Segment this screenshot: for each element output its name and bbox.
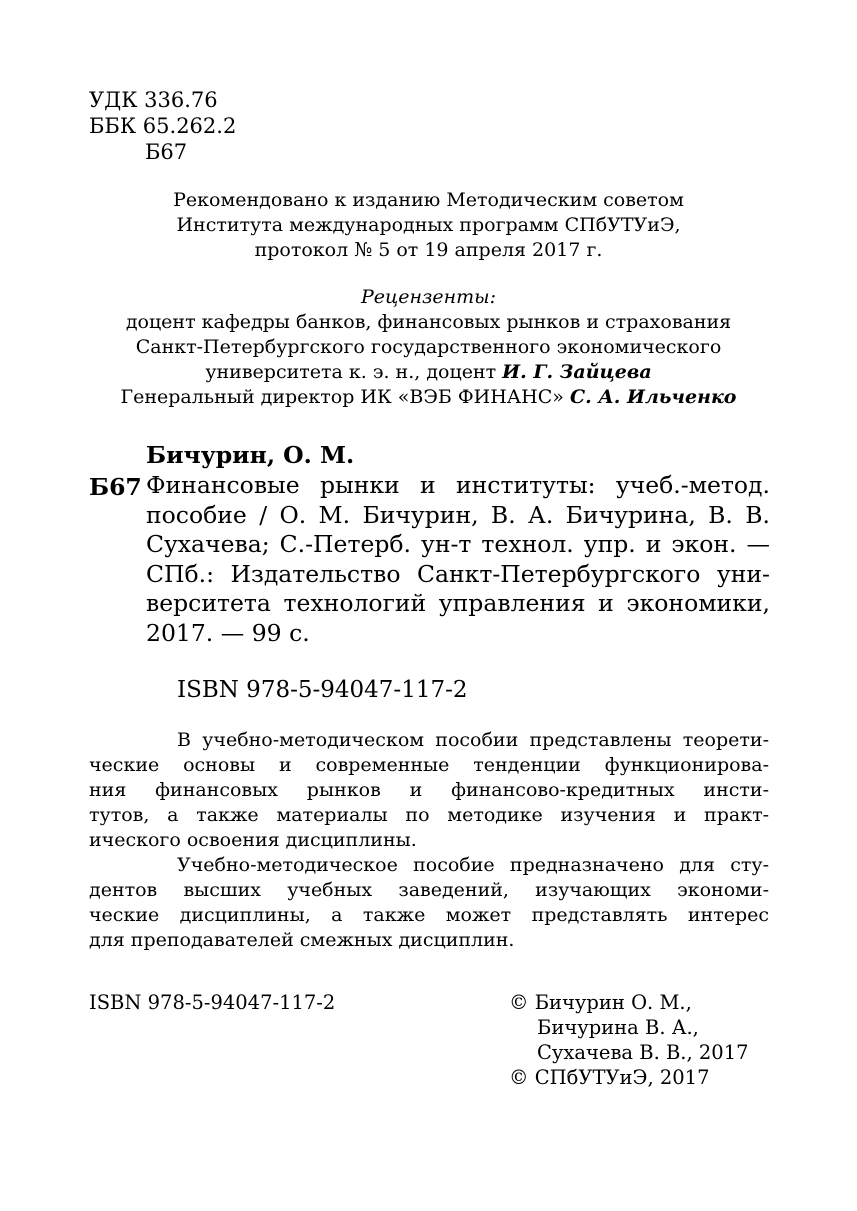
udk-code: УДК 336.76 xyxy=(89,88,218,112)
bib-line: пособие / О. М. Бичурин, В. А. Бичурина, В. В. xyxy=(146,500,770,529)
bib-line: верситета технологий управления и экономики, xyxy=(146,589,770,617)
abstract-line: ческие дисциплины, а также может представлять интерес xyxy=(89,904,769,926)
bib-description xyxy=(146,471,770,648)
abstract-line: тутов, а также материалы по методике изучения и практ- xyxy=(89,804,769,826)
reviewers-block xyxy=(0,285,857,410)
bib-isbn: ISBN 978-5-94047-117-2 xyxy=(177,677,468,703)
abstract-line: для преподавателей смежных дисциплин. xyxy=(89,929,515,951)
bib-line: 2017. — 99 с. xyxy=(146,618,310,647)
reviewer-name: С. А. Ильченко xyxy=(569,386,737,408)
recommendation-line: протокол № 5 от 19 апреля 2017 г. xyxy=(254,239,603,261)
reviewer-line: доцент кафедры банков, финансовых рынков и страхования xyxy=(125,311,732,333)
reviewer-affiliation: Генеральный директор ИК «ВЭБ ФИНАНС» xyxy=(120,386,564,408)
copyright-line: Бичурина В. А., xyxy=(537,1016,699,1039)
abstract-block xyxy=(89,728,769,953)
bib-author-heading: Бичурин, О. М. xyxy=(146,441,355,469)
abstract-line: ческие основы и современные тенденции функционирова- xyxy=(89,754,769,776)
reviewer-affiliation: университета к. э. н., доцент xyxy=(205,361,497,383)
reviewer-name: И. Г. Зайцева xyxy=(502,361,652,383)
abstract-line: Учебно-методическое пособие предназначено для сту- xyxy=(177,854,769,876)
reviewer-line xyxy=(0,360,857,385)
recommendation-line: Рекомендовано к изданию Методическим советом xyxy=(173,189,684,211)
bib-line: Сухачева; С.-Петерб. ун-т технол. упр. и экон. — xyxy=(146,530,770,558)
copyright-line: © Бичурин О. М., xyxy=(509,991,692,1014)
copyright-line: © СПбУТУиЭ, 2017 xyxy=(509,1066,710,1089)
recommendation-block xyxy=(0,188,857,263)
reviewers-heading: Рецензенты: xyxy=(360,286,497,308)
reviewer-line xyxy=(0,385,857,410)
recommendation-line: Института международных программ СПбУТУиЭ, xyxy=(176,214,681,236)
copyright-line: Сухачева В. В., 2017 xyxy=(537,1041,749,1064)
footer-isbn: ISBN 978-5-94047-117-2 xyxy=(89,991,336,1014)
bib-line: Финансовые рынки и институты: учеб.-метод. xyxy=(146,471,770,499)
abstract-line: ического освоения дисциплины. xyxy=(89,829,417,851)
bib-code: Б67 xyxy=(89,473,142,501)
bbk-code: ББК 65.262.2 xyxy=(89,114,237,138)
abstract-line: дентов высших учебных заведений, изучающих экономи- xyxy=(89,879,769,901)
abstract-line: ния финансовых рынков и финансово-кредитных инсти- xyxy=(89,779,769,801)
author-sign: Б67 xyxy=(145,140,188,164)
abstract-line: В учебно-методическом пособии представлены теорети- xyxy=(177,729,769,751)
bib-line: СПб.: Издательство Санкт-Петербургского уни- xyxy=(146,559,770,588)
reviewer-line: Санкт-Петербургского государственного экономического xyxy=(135,336,722,358)
